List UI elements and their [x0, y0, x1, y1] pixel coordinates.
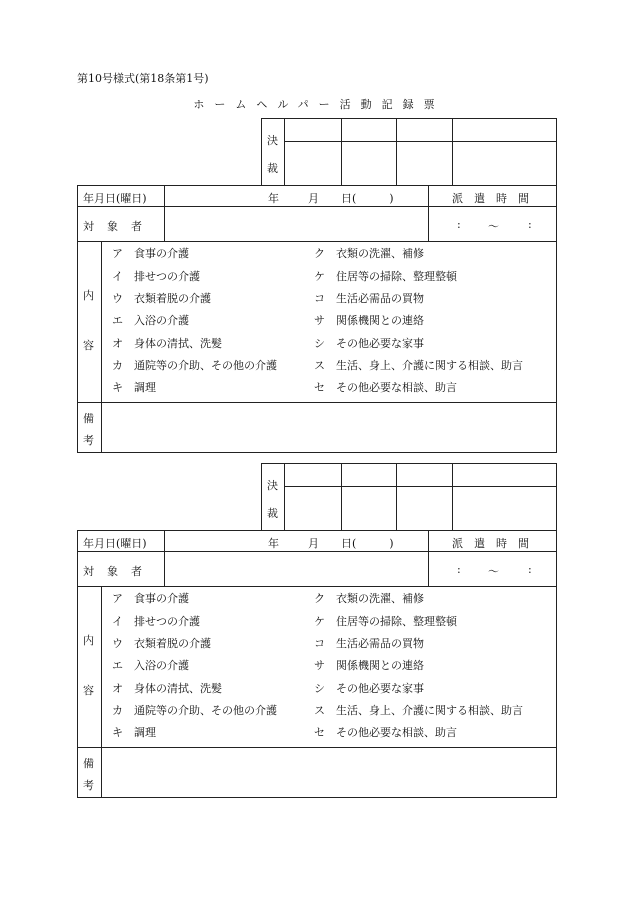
record-grid: [77, 185, 557, 453]
service-item: コ 生活必需品の買物: [314, 292, 424, 305]
date-month-label: 月: [308, 537, 319, 550]
time-start-colon: :: [457, 563, 461, 576]
service-item: ク 衣類の洗濯、補修: [314, 247, 424, 260]
content-row: [78, 242, 556, 403]
service-item: サ 関係機関との連絡: [314, 314, 424, 327]
time-tilde: ～: [488, 220, 499, 233]
date-row: [78, 531, 556, 552]
time-tilde: ～: [488, 565, 499, 578]
service-item: ア 食事の介護: [112, 247, 189, 260]
dispatch-time-label: 派 遣 時 間: [452, 192, 529, 205]
approval-stamp-cell[interactable]: [286, 487, 341, 531]
service-item: ク 衣類の洗濯、補修: [314, 592, 424, 605]
approval-label: [262, 464, 285, 531]
service-item: イ 排せつの介護: [112, 615, 200, 628]
service-item: セ その他必要な相談、助言: [314, 381, 457, 394]
content-label-char: 容: [83, 684, 94, 697]
target-name-field[interactable]: [166, 554, 426, 584]
notes-row: [78, 748, 556, 797]
service-item: エ 入浴の介護: [112, 314, 189, 327]
content-label-char: 内: [83, 289, 94, 302]
approval-label: [262, 119, 285, 186]
service-item: オ 身体の清拭、洗髪: [112, 682, 222, 695]
service-item: イ 排せつの介護: [112, 270, 200, 283]
service-item: カ 通院等の介助、その他の介護: [112, 359, 277, 372]
service-item: キ 調理: [112, 381, 156, 394]
target-row: [78, 552, 556, 587]
notes-field[interactable]: [103, 750, 553, 794]
content-label-char: 容: [83, 339, 94, 352]
dispatch-time-label: 派 遣 時 間: [452, 537, 529, 550]
record-grid: [77, 530, 557, 798]
notes-label-char: 備: [83, 412, 94, 425]
approval-label-char: 裁: [267, 162, 278, 175]
service-item: シ その他必要な家事: [314, 337, 424, 350]
date-year-label: 年: [268, 192, 279, 205]
service-item: ウ 衣類着脱の介護: [112, 637, 211, 650]
date-label: 年月日(曜日): [83, 192, 147, 205]
form-title: ホームヘルパー活動記録票: [193, 98, 445, 111]
time-start-colon: :: [457, 218, 461, 231]
service-item: サ 関係機関との連絡: [314, 659, 424, 672]
content-label-char: 内: [83, 634, 94, 647]
service-item: ケ 住居等の掃除、整理整頓: [314, 270, 457, 283]
approval-label-char: 裁: [267, 507, 278, 520]
approval-label-char: 決: [267, 134, 278, 147]
date-month-label: 月: [308, 192, 319, 205]
service-item: コ 生活必需品の買物: [314, 637, 424, 650]
notes-label-char: 備: [83, 757, 94, 770]
date-day-label: 日( ): [341, 192, 394, 205]
service-item: オ 身体の清拭、洗髪: [112, 337, 222, 350]
date-label: 年月日(曜日): [83, 537, 147, 550]
approval-stamp-cell[interactable]: [286, 142, 341, 186]
target-row: [78, 207, 556, 242]
date-day-label: 日( ): [341, 537, 394, 550]
notes-row: [78, 403, 556, 452]
service-item: ケ 住居等の掃除、整理整頓: [314, 615, 457, 628]
time-end-colon: :: [528, 218, 532, 231]
content-row: [78, 587, 556, 748]
approval-box: [261, 463, 557, 531]
target-label: 対 象 者: [83, 565, 143, 578]
target-name-field[interactable]: [166, 209, 426, 239]
service-item: セ その他必要な相談、助言: [314, 726, 457, 739]
service-item: カ 通院等の介助、その他の介護: [112, 704, 277, 717]
target-label: 対 象 者: [83, 220, 143, 233]
notes-field[interactable]: [103, 405, 553, 449]
date-row: [78, 186, 556, 207]
service-item: ス 生活、身上、介護に関する相談、助言: [314, 704, 523, 717]
service-item: ウ 衣類着脱の介護: [112, 292, 211, 305]
notes-label-char: 考: [83, 434, 94, 447]
service-item: キ 調理: [112, 726, 156, 739]
form-number-label: 第10号様式(第18条第1号): [77, 72, 209, 85]
service-item: シ その他必要な家事: [314, 682, 424, 695]
approval-label-char: 決: [267, 479, 278, 492]
approval-box: [261, 118, 557, 186]
time-end-colon: :: [528, 563, 532, 576]
date-year-label: 年: [268, 537, 279, 550]
service-item: ス 生活、身上、介護に関する相談、助言: [314, 359, 523, 372]
service-item: エ 入浴の介護: [112, 659, 189, 672]
service-item: ア 食事の介護: [112, 592, 189, 605]
notes-label-char: 考: [83, 779, 94, 792]
